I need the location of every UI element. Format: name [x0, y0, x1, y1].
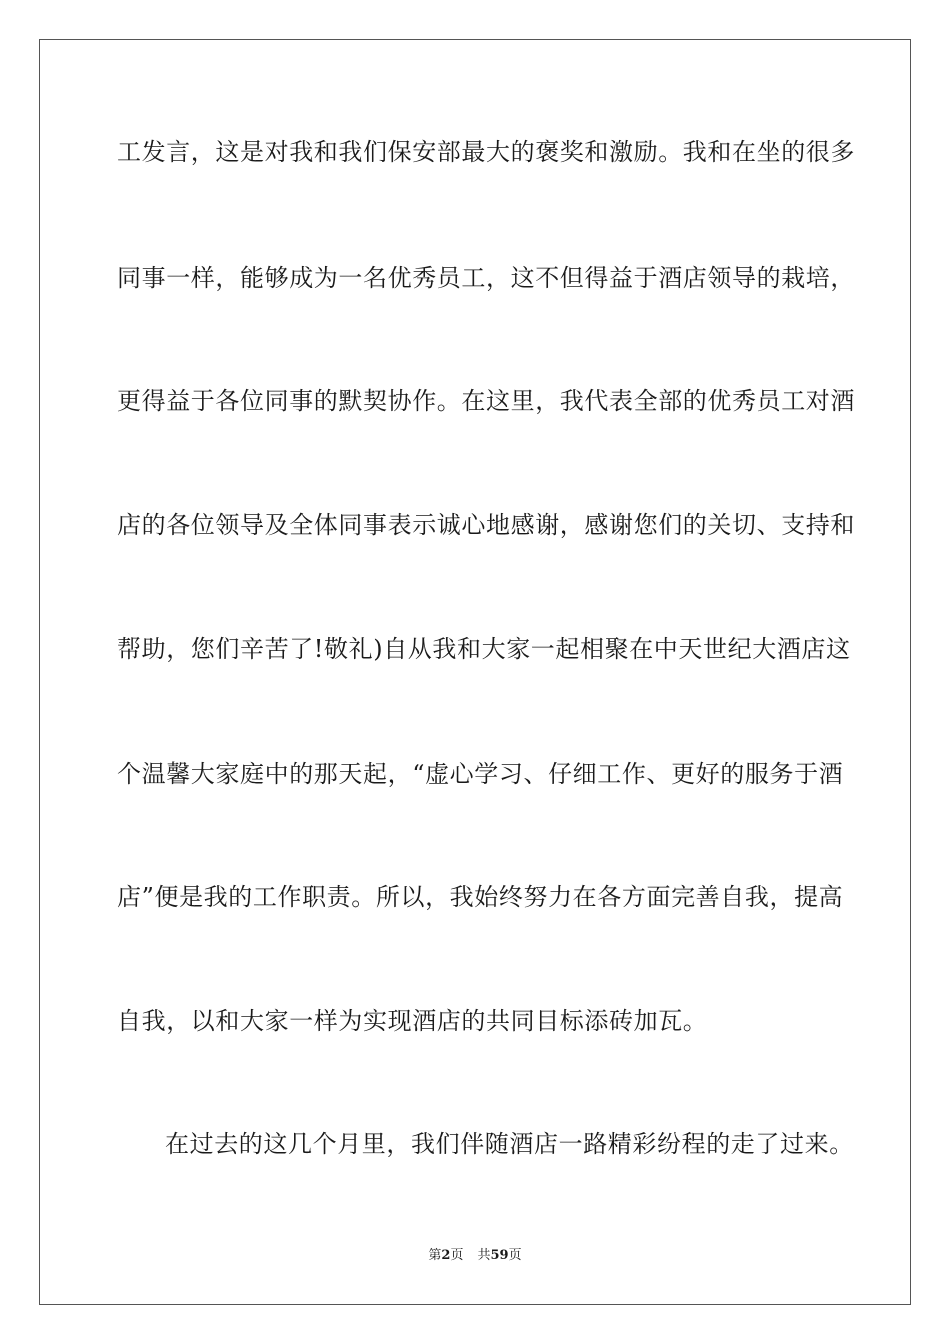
total-suffix: 页 — [508, 1248, 522, 1263]
page-footer — [0, 1247, 950, 1265]
body-text-line-3: 更得益于各位同事的默契协作。在这里，我代表全部的优秀员工对酒 — [117, 387, 855, 415]
body-text-line-5: 帮助，您们辛苦了!敬礼)自从我和大家一起相聚在中天世纪大酒店这 — [117, 635, 851, 663]
page-prefix: 第 — [428, 1248, 442, 1263]
body-text-line-1: 工发言，这是对我和我们保安部最大的褒奖和激励。我和在坐的很多 — [117, 138, 855, 166]
body-text-line-6: 个温馨大家庭中的那天起，“虚心学习、仔细工作、更好的服务于酒 — [117, 760, 844, 788]
page-border — [39, 39, 911, 1305]
total-prefix: 共 — [477, 1248, 491, 1263]
body-text-line-8: 自我，以和大家一样为实现酒店的共同目标添砖加瓦。 — [117, 1007, 708, 1035]
paragraph-start-line: 在过去的这几个月里，我们伴随酒店一路精彩纷程的走了过来。 — [165, 1130, 854, 1158]
body-text-line-4: 店的各位领导及全体同事表示诚心地感谢，感谢您们的关切、支持和 — [117, 511, 855, 539]
total-pages: 59 — [490, 1248, 509, 1263]
body-text-line-7: 店”便是我的工作职责。所以，我始终努力在各方面完善自我，提高 — [117, 883, 844, 911]
page-suffix: 页 — [450, 1248, 464, 1263]
body-text-line-2: 同事一样，能够成为一名优秀员工，这不但得益于酒店领导的栽培， — [117, 264, 855, 292]
page-number: 2 — [441, 1248, 451, 1263]
